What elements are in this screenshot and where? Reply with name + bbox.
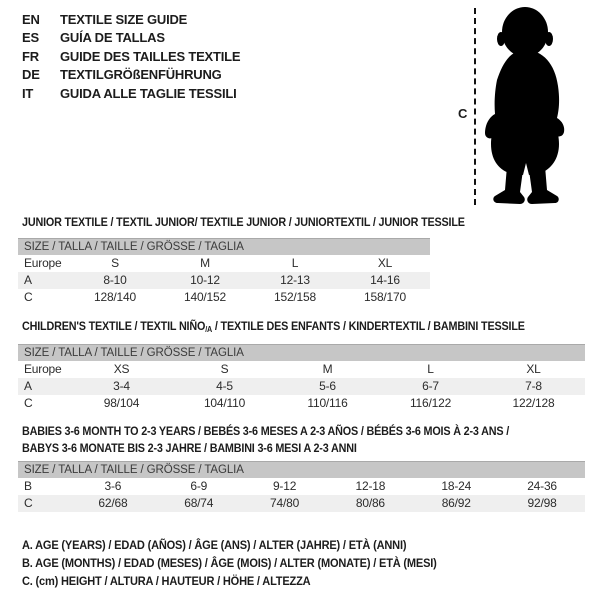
height-cell: 116/122 <box>409 396 452 410</box>
language-label: TEXTILE SIZE GUIDE <box>60 11 188 27</box>
language-label: GUIDA ALLE TAGLIE TESSILI <box>60 85 237 101</box>
row-label: A <box>24 273 32 287</box>
table-row-europe <box>18 361 585 378</box>
height-cell: 68/74 <box>184 496 214 510</box>
table-row-age <box>18 378 585 395</box>
table-row-europe <box>18 255 430 272</box>
months-cell: 9-12 <box>272 479 297 493</box>
language-label: GUÍA DE TALLAS <box>60 30 165 46</box>
language-label: TEXTILGRÖßENFÜHRUNG <box>60 67 222 83</box>
language-title-block <box>22 10 240 103</box>
months-cell: 24-36 <box>527 479 557 493</box>
size-cell: XL <box>526 362 541 376</box>
language-row <box>22 66 240 85</box>
height-cell: 104/110 <box>203 396 246 410</box>
junior-size-table <box>18 238 430 306</box>
babies-table-title-line2: BABYS 3-6 MONATE BIS 2-3 JAHRE / BAMBINI 3-6 MESI A 2-3 ANNI <box>22 441 357 455</box>
age-cell: 6-7 <box>422 379 439 393</box>
age-cell: 4-5 <box>216 379 233 393</box>
baby-silhouette-image <box>478 6 575 208</box>
age-cell: 12-13 <box>280 273 310 287</box>
size-cell: S <box>111 256 119 270</box>
table-row-height <box>18 395 585 412</box>
children-title-post: / TEXTILE DES ENFANTS / KINDERTEXTIL / BAMBINI TESSILE <box>212 319 525 333</box>
size-cell: L <box>427 362 434 376</box>
children-title-pre: CHILDREN'S TEXTILE / TEXTIL NIÑO <box>22 319 206 333</box>
language-row <box>22 10 240 29</box>
size-cell: L <box>291 256 299 270</box>
children-title-sub: /A <box>205 325 213 334</box>
legend-notes <box>22 538 473 592</box>
language-row <box>22 84 240 103</box>
months-cell: 6-9 <box>190 479 208 493</box>
height-cell: 128/140 <box>94 290 136 304</box>
height-cell: 80/86 <box>355 496 385 510</box>
months-cell: 3-6 <box>104 479 122 493</box>
size-cell: M <box>322 362 333 376</box>
age-cell: 5-6 <box>319 379 336 393</box>
language-label: GUIDE DES TAILLES TEXTILE <box>60 48 241 64</box>
figure-height-label: C <box>458 106 468 121</box>
row-label: Europe <box>24 362 62 376</box>
size-cell: XS <box>113 362 130 376</box>
height-dashed-line <box>474 8 476 205</box>
note-age-months: B. AGE (MONTHS) / EDAD (MESES) / ÂGE (MOIS) / ALTER (MONATE) / ETÀ (MESI) <box>22 556 437 570</box>
children-size-table <box>18 344 585 412</box>
height-cell: 62/68 <box>98 496 128 510</box>
row-label: Europe <box>24 256 62 270</box>
note-age-years: A. AGE (YEARS) / EDAD (AÑOS) / ÂGE (ANS) / ALTER (JAHRE) / ETÀ (ANNI) <box>22 538 407 552</box>
row-label: C <box>24 290 33 304</box>
children-table-title <box>22 319 525 333</box>
babies-size-table <box>18 461 585 512</box>
age-cell: 3-4 <box>113 379 130 393</box>
height-cell: 74/80 <box>270 496 300 510</box>
size-cell: S <box>220 362 229 376</box>
height-cell: 122/128 <box>512 396 555 410</box>
age-cell: 7-8 <box>525 379 542 393</box>
row-label: C <box>24 396 33 410</box>
babies-table-title-line1: BABIES 3-6 MONTH TO 2-3 YEARS / BEBÉS 3-6 MESES A 2-3 AÑOS / BÉBÉS 3-6 MOIS À 2-3 ANS / <box>22 424 510 438</box>
table-row-months <box>18 478 585 495</box>
row-label: A <box>24 379 32 393</box>
table-row-height <box>18 495 585 512</box>
language-code: DE <box>22 67 40 83</box>
height-cell: 110/116 <box>307 396 348 410</box>
size-header-band: SIZE / TALLA / TAILLE / GRÖSSE / TAGLIA <box>18 238 430 255</box>
months-cell: 18-24 <box>441 479 472 493</box>
language-code: EN <box>22 11 40 27</box>
height-cell: 140/152 <box>184 290 226 304</box>
junior-table-title: JUNIOR TEXTILE / TEXTIL JUNIOR/ TEXTILE JUNIOR / JUNIORTEXTIL / JUNIOR TESSILE <box>22 215 465 229</box>
height-cell: 158/170 <box>364 290 406 304</box>
language-row <box>22 47 240 66</box>
age-cell: 14-16 <box>370 273 400 287</box>
months-cell: 12-18 <box>355 479 386 493</box>
table-row-height <box>18 289 430 306</box>
size-header-band: SIZE / TALLA / TAILLE / GRÖSSE / TAGLIA <box>18 461 585 478</box>
language-code: IT <box>22 85 34 101</box>
height-cell: 92/98 <box>527 496 557 510</box>
language-row <box>22 29 240 48</box>
size-cell: XL <box>377 256 393 270</box>
height-cell: 152/158 <box>274 290 316 304</box>
table-row-age <box>18 272 430 289</box>
note-height-cm: C. (cm) HEIGHT / ALTURA / HAUTEUR / HÖHE / ALTEZZA <box>22 574 311 588</box>
row-label: C <box>24 496 33 510</box>
size-header-band: SIZE / TALLA / TAILLE / GRÖSSE / TAGLIA <box>18 344 585 361</box>
language-code: ES <box>22 30 39 46</box>
height-cell: 86/92 <box>441 496 471 510</box>
age-cell: 10-12 <box>190 273 220 287</box>
language-code: FR <box>22 48 39 64</box>
age-cell: 8-10 <box>103 273 127 287</box>
row-label: B <box>24 479 32 493</box>
height-cell: 98/104 <box>103 396 140 410</box>
size-cell: M <box>200 256 210 270</box>
